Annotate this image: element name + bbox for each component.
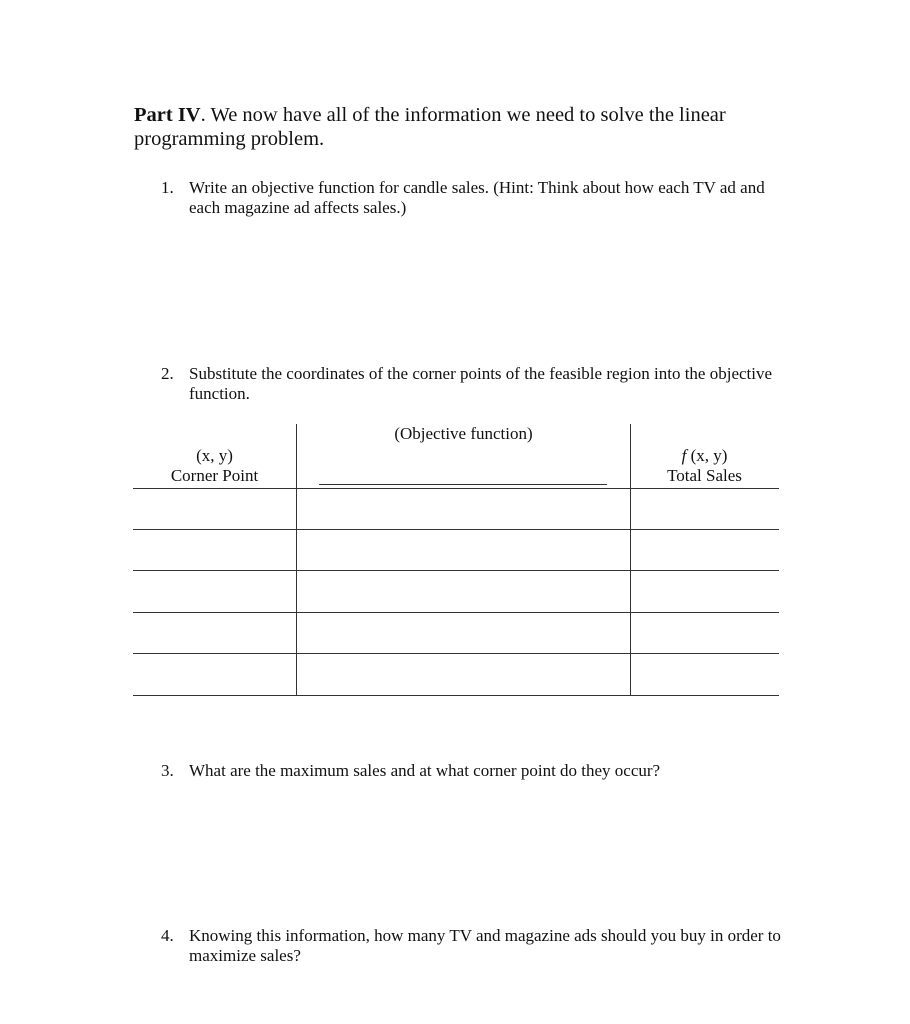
- corner-point-header-coords: (x, y): [196, 446, 233, 465]
- corner-point-header-label: Corner Point: [170, 466, 259, 485]
- table-cell-total-sales[interactable]: [631, 489, 779, 529]
- table-cell-total-sales[interactable]: [631, 613, 779, 653]
- table-cell-corner-point[interactable]: [133, 489, 296, 529]
- table-body: [133, 489, 779, 695]
- part-label: Part IV: [134, 104, 201, 126]
- function-symbol: f: [681, 446, 687, 465]
- question-4: [161, 926, 786, 966]
- objective-function-header: (Objective function): [394, 424, 533, 443]
- total-sales-header-func: [630, 446, 779, 466]
- part-intro-text: . We now have all of the information we need to solve the linear programming problem.: [134, 104, 726, 150]
- table-cell-objective[interactable]: [297, 489, 630, 529]
- table-cell-corner-point[interactable]: [133, 530, 296, 570]
- table-cell-corner-point[interactable]: [133, 613, 296, 653]
- question-2: [161, 364, 786, 404]
- question-3: [161, 761, 786, 781]
- table-cell-objective[interactable]: [297, 654, 630, 695]
- part-heading: [134, 103, 774, 151]
- table-cell-total-sales[interactable]: [631, 654, 779, 695]
- question-number: 2.: [161, 364, 174, 383]
- table-row-rule: [133, 695, 779, 696]
- total-sales-header-label: Total Sales: [667, 466, 742, 485]
- table-cell-corner-point[interactable]: [133, 571, 296, 612]
- table-cell-corner-point[interactable]: [133, 654, 296, 695]
- objective-function-blank-line[interactable]: [319, 484, 607, 485]
- question-text: Substitute the coordinates of the corner points of the feasible region into the objective function.: [189, 364, 773, 403]
- table-cell-total-sales[interactable]: [631, 530, 779, 570]
- question-text: Write an objective function for candle sales. (Hint: Think about how each TV ad and each magazine ad affects sales.): [189, 178, 765, 217]
- question-number: 4.: [161, 926, 174, 945]
- question-1: [161, 178, 786, 218]
- corner-point-header: [133, 446, 296, 486]
- question-number: 3.: [161, 761, 174, 780]
- table-cell-objective[interactable]: [297, 530, 630, 570]
- function-args: (x, y): [686, 446, 728, 465]
- corner-point-table: [133, 424, 779, 696]
- table-cell-total-sales[interactable]: [631, 571, 779, 612]
- question-text: Knowing this information, how many TV and magazine ads should you buy in order to maximize sales?: [189, 926, 781, 965]
- total-sales-header: [630, 446, 779, 486]
- question-text: What are the maximum sales and at what corner point do they occur?: [189, 761, 661, 780]
- question-number: 1.: [161, 178, 174, 197]
- table-cell-objective[interactable]: [297, 571, 630, 612]
- table-cell-objective[interactable]: [297, 613, 630, 653]
